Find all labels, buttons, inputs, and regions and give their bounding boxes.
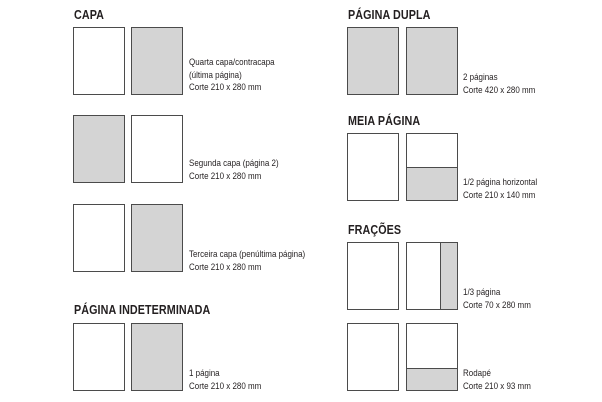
page-thumbnail-blank [347, 323, 399, 391]
section-title-pagina-indeterminada: PÁGINA INDETERMINADA [74, 303, 211, 317]
label-line: Terceira capa (penúltima página) [189, 249, 306, 260]
section-title-fracoes: FRAÇÕES [348, 223, 402, 237]
label-line: Corte 210 x 93 mm [463, 380, 531, 392]
label-rodape [463, 368, 531, 393]
page-thumbnail-blank [73, 323, 125, 391]
section-title-meia-pagina: MEIA PÁGINA [348, 114, 421, 128]
label-line: Segunda capa (página 2) [189, 158, 279, 169]
label-line: (última página) [189, 69, 242, 81]
page-thumbnail-blank [131, 115, 183, 183]
label-terceira-capa [189, 249, 305, 274]
page-thumbnail-ad [347, 27, 399, 95]
label-uma-pagina [189, 368, 261, 393]
page-thumbnail-blank [347, 133, 399, 201]
ad-area-footer [407, 368, 457, 390]
label-line: Corte 210 x 280 mm [189, 170, 262, 182]
label-line: Corte 210 x 140 mm [463, 189, 536, 201]
label-line: 1/3 página [463, 287, 501, 298]
label-line: 1 página [189, 368, 220, 379]
label-line: Corte 210 x 280 mm [189, 380, 262, 392]
section-title-capa: CAPA [74, 8, 105, 22]
page-thumbnail-blank [347, 242, 399, 310]
label-segunda-capa [189, 158, 279, 183]
section-title-pagina-dupla: PÁGINA DUPLA [348, 8, 431, 22]
label-line: Rodapé [463, 368, 491, 379]
page-thumbnail-ad [131, 323, 183, 391]
ad-area-third-vertical [440, 243, 457, 309]
label-line: 1/2 página horizontal [463, 177, 538, 188]
label-line: Corte 70 x 280 mm [463, 299, 531, 311]
label-line: Corte 210 x 280 mm [189, 261, 262, 273]
page-thumbnail-blank [73, 27, 125, 95]
label-line: Quarta capa/contracapa [189, 57, 275, 68]
page-thumbnail-ad [73, 115, 125, 183]
page-thumbnail-blank [73, 204, 125, 272]
page-thumbnail-footer [406, 323, 458, 391]
label-line: 2 páginas [463, 72, 498, 83]
label-um-terco [463, 287, 531, 312]
page-thumbnail-third-vertical [406, 242, 458, 310]
ad-area-half-horizontal [407, 167, 457, 200]
label-quarta-capa [189, 57, 275, 95]
page-thumbnail-half-horizontal [406, 133, 458, 201]
label-meia-horizontal [463, 177, 537, 202]
label-duas-paginas [463, 72, 535, 97]
page-thumbnail-ad [406, 27, 458, 95]
label-line: Corte 210 x 280 mm [189, 82, 262, 94]
page-thumbnail-ad [131, 27, 183, 95]
page-thumbnail-ad [131, 204, 183, 272]
label-line: Corte 420 x 280 mm [463, 84, 536, 96]
